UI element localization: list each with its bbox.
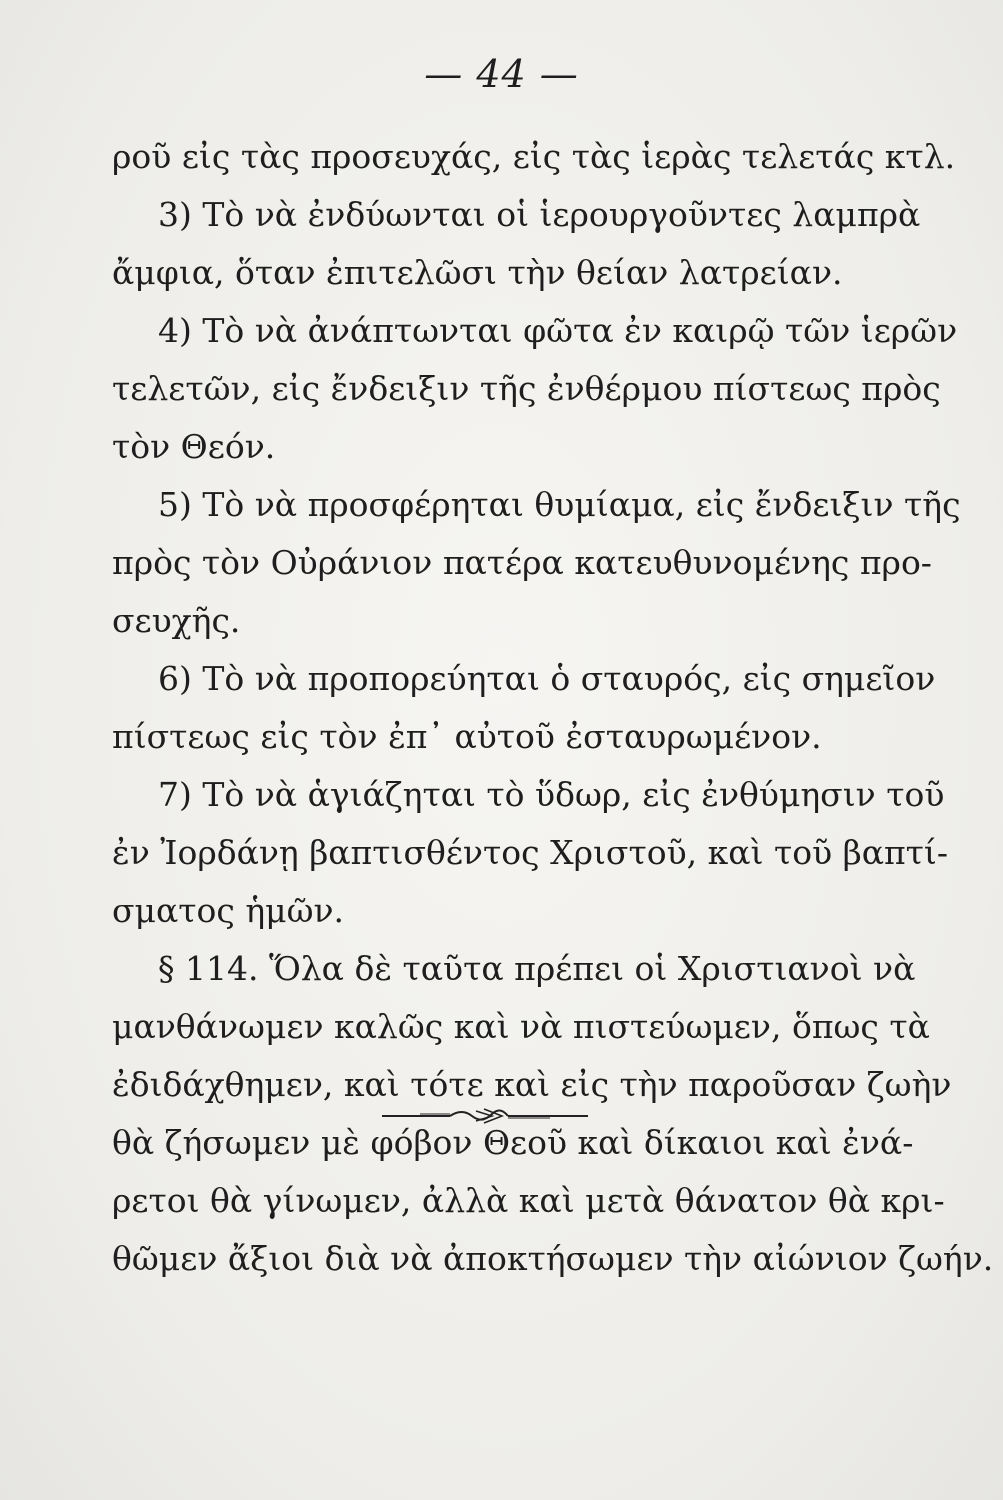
text-line: 4) Τὸ νὰ ἀνάπτωνται φῶτα ἐν καιρῷ τῶν ἱερῶν [158,311,958,350]
text-line: πίστεως εἰς τὸν ἐπ᾿ αὐτοῦ ἐσταυρωμένον. [112,717,822,756]
text-line: ροῦ εἰς τὰς προσευχάς, εἰς τὰς ἱερὰς τελετάς κτλ. [112,137,956,176]
text-line: τελετῶν, εἰς ἔνδειξιν τῆς ἐνθέρμου πίστεως πρὸς [112,369,941,408]
text-line: σευχῆς. [112,601,241,640]
text-line: ἐδιδάχθημεν, καὶ τότε καὶ εἰς τὴν παροῦσαν ζωὴν [112,1065,952,1104]
text-line: 6) Τὸ νὰ προπορεύηται ὁ σταυρός, εἰς σημεῖον [158,659,936,698]
text-line: ἄμφια, ὅταν ἐπιτελῶσι τὴν θείαν λατρείαν. [112,253,843,292]
text-line: σματος ἡμῶν. [112,891,345,930]
text-line: 3) Τὸ νὰ ἐνδύωνται οἱ ἱερουργοῦντες λαμπρὰ [158,195,921,234]
text-line: τὸν Θεόν. [112,427,276,466]
text-line: ρετοι θὰ γίνωμεν, ἀλλὰ καὶ μετὰ θάνατον θὰ κρι- [112,1181,945,1220]
text-line: ἐν Ἰορδάνῃ βαπτισθέντος Χριστοῦ, καὶ τοῦ βαπτί- [112,833,949,872]
text-line: θὰ ζήσωμεν μὲ φόβον Θεοῦ καὶ δίκαιοι καὶ ἐνά- [112,1123,914,1162]
page-number: — 44 — [424,52,579,96]
text-line: μανθάνωμεν καλῶς καὶ νὰ πιστεύωμεν, ὅπως τὰ [112,1007,930,1046]
text-line: § 114. Ὅλα δὲ ταῦτα πρέπει οἱ Χριστιανοὶ νὰ [158,949,916,988]
text-line: θῶμεν ἄξιοι διὰ νὰ ἀποκτήσωμεν τὴν αἰώνιον ζωήν. [112,1239,994,1278]
ornament-divider [380,1102,590,1128]
text-line: 5) Τὸ νὰ προσφέρηται θυμίαμα, εἰς ἔνδειξιν τῆς [158,485,961,524]
text-line: 7) Τὸ νὰ ἁγιάζηται τὸ ὕδωρ, εἰς ἐνθύμησιν τοῦ [158,775,945,814]
text-line: πρὸς τὸν Οὐράνιον πατέρα κατευθυνομένης προ- [112,543,932,582]
